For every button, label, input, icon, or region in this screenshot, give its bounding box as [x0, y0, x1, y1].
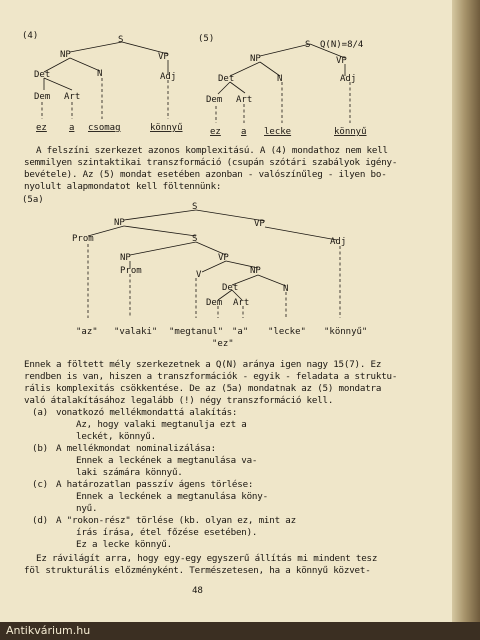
tree5a-leaf: "valaki" [114, 327, 158, 337]
step-heading: vonatkozó mellékmondattá alakítás: [56, 407, 238, 418]
tree5a-node-art: Art [233, 298, 250, 308]
tree5-node-n: N [277, 74, 283, 84]
step-heading: A mellékmondat nominalizálása: [56, 443, 216, 454]
tree4-leaf: a [69, 123, 75, 133]
paragraph-line: bevétele). Az (5) mondat esetében azonban - valószínűleg - ilyen bo- [24, 169, 387, 180]
tree4-node-adj: Adj [160, 72, 177, 82]
tree4-node-art: Art [64, 92, 81, 102]
tree5a-label: (5a) [22, 195, 44, 205]
tree5-node-np: NP [250, 54, 261, 64]
paragraph-line: nyolult alapmondatot kell föltennünk: [24, 181, 222, 192]
paragraph-line: rális komplexitás csökkentése. De az (5a) mondatnak az (5) mondatra [24, 383, 382, 394]
tree4-leaf: ez [36, 123, 47, 133]
tree5-leaf: lecke [264, 127, 292, 137]
step-marker: (c) [32, 479, 48, 490]
step-example: írás írása, étel főzése esetében). [76, 527, 258, 538]
tree4-node-s: S [118, 35, 124, 45]
tree5a-node-adj: Adj [330, 237, 347, 247]
tree4-node-np: NP [60, 50, 71, 60]
tree5a-node-np2: NP [120, 253, 131, 263]
tree5a-node-s2: S [192, 234, 198, 244]
tree4-node-dem: Dem [34, 92, 51, 102]
step-heading: A határozatlan passzív ágens törlése: [56, 479, 254, 490]
tree5-node-dem: Dem [206, 95, 223, 105]
step-heading: A "rokon-rész" törlése (kb. olyan ez, mint az [56, 515, 296, 526]
tree5a-leaf: "az" [76, 327, 98, 337]
tree5-label: (5) [198, 34, 215, 44]
tree5a-leaf: "könnyű" [324, 327, 368, 337]
tree5a-leaf-ez: "ez" [212, 339, 234, 349]
tree5a-leaf: "lecke" [268, 327, 306, 337]
watermark: Antikvárium.hu [0, 622, 480, 640]
tree4-node-det: Det [34, 70, 51, 80]
tree5-node-art: Art [236, 95, 253, 105]
tree5-node-adj: Adj [340, 74, 357, 84]
paragraph-line: Ez rávilágít arra, hogy egy-egy egyszerű állítás mi mindent tesz [36, 553, 378, 564]
tree5a-node-vp2: VP [218, 253, 229, 263]
tree4-node-n: N [97, 69, 103, 79]
tree5-node-s: S [305, 40, 311, 50]
tree5a-node-v: V [196, 270, 202, 280]
page-number: 48 [192, 585, 203, 596]
step-example: laki számára könnyű. [76, 467, 183, 478]
tree5-node-det: Det [218, 74, 235, 84]
step-example: Az, hogy valaki megtanulja ezt a [76, 419, 247, 430]
tree5-node-vp: VP [336, 56, 347, 66]
tree5a-node-dem: Dem [206, 298, 223, 308]
tree5a-leaf: "a" [232, 327, 249, 337]
step-marker: (a) [32, 407, 48, 418]
step-example: nyű. [76, 503, 98, 514]
tree5-leaf: ez [210, 127, 221, 137]
step-marker: (b) [32, 443, 48, 454]
tree5-leaf: könnyű [334, 127, 367, 137]
tree5a-node-det: Det [222, 283, 239, 293]
tree5a-node-np3: NP [250, 266, 261, 276]
tree5a-node-np: NP [114, 218, 125, 228]
paragraph-line: való átalakításához legalább (!) négy transzformáció kell. [24, 395, 334, 406]
paragraph-line: A felszíni szerkezet azonos komplexitású. A (4) mondathoz nem kell [36, 145, 388, 156]
tree4-label: (4) [22, 31, 39, 41]
step-example: leckét, könnyű. [76, 431, 156, 442]
tree5a-node-vp: VP [254, 219, 265, 229]
tree4-node-vp: VP [158, 52, 169, 62]
step-example: Ez a lecke könnyű. [76, 539, 172, 550]
paragraph-line: föl strukturális előzményként. Természetesen, ha a könnyű közvet- [24, 565, 371, 576]
tree4-leaf: könnyű [150, 123, 183, 133]
tree5-node-qn: Q(N)=8/4 [320, 40, 364, 50]
step-marker: (d) [32, 515, 48, 526]
paragraph-line: Ennek a föltett mély szerkezetnek a Q(N) aránya igen nagy 15(7). Ez [24, 359, 382, 370]
tree4-leaf: csomag [88, 123, 121, 133]
tree5a-node-s: S [192, 202, 198, 212]
tree5a-node-prom: Prom [72, 234, 94, 244]
paragraph-line: semmilyen szintaktikai transzformáció (csupán szótári szabályok igény- [24, 157, 398, 168]
tree5a-leaf: "megtanul" [169, 327, 224, 337]
tree5a-node-prom2: Prom [120, 266, 142, 276]
step-example: Ennek a leckének a megtanulása va- [76, 455, 258, 466]
tree5a-node-n: N [283, 284, 289, 294]
step-example: Ennek a leckének a megtanulása köny- [76, 491, 268, 502]
tree5-leaf: a [241, 127, 247, 137]
paragraph-line: rendben is van, hiszen a transzformációk - egyik - feladata a struktu- [24, 371, 398, 382]
